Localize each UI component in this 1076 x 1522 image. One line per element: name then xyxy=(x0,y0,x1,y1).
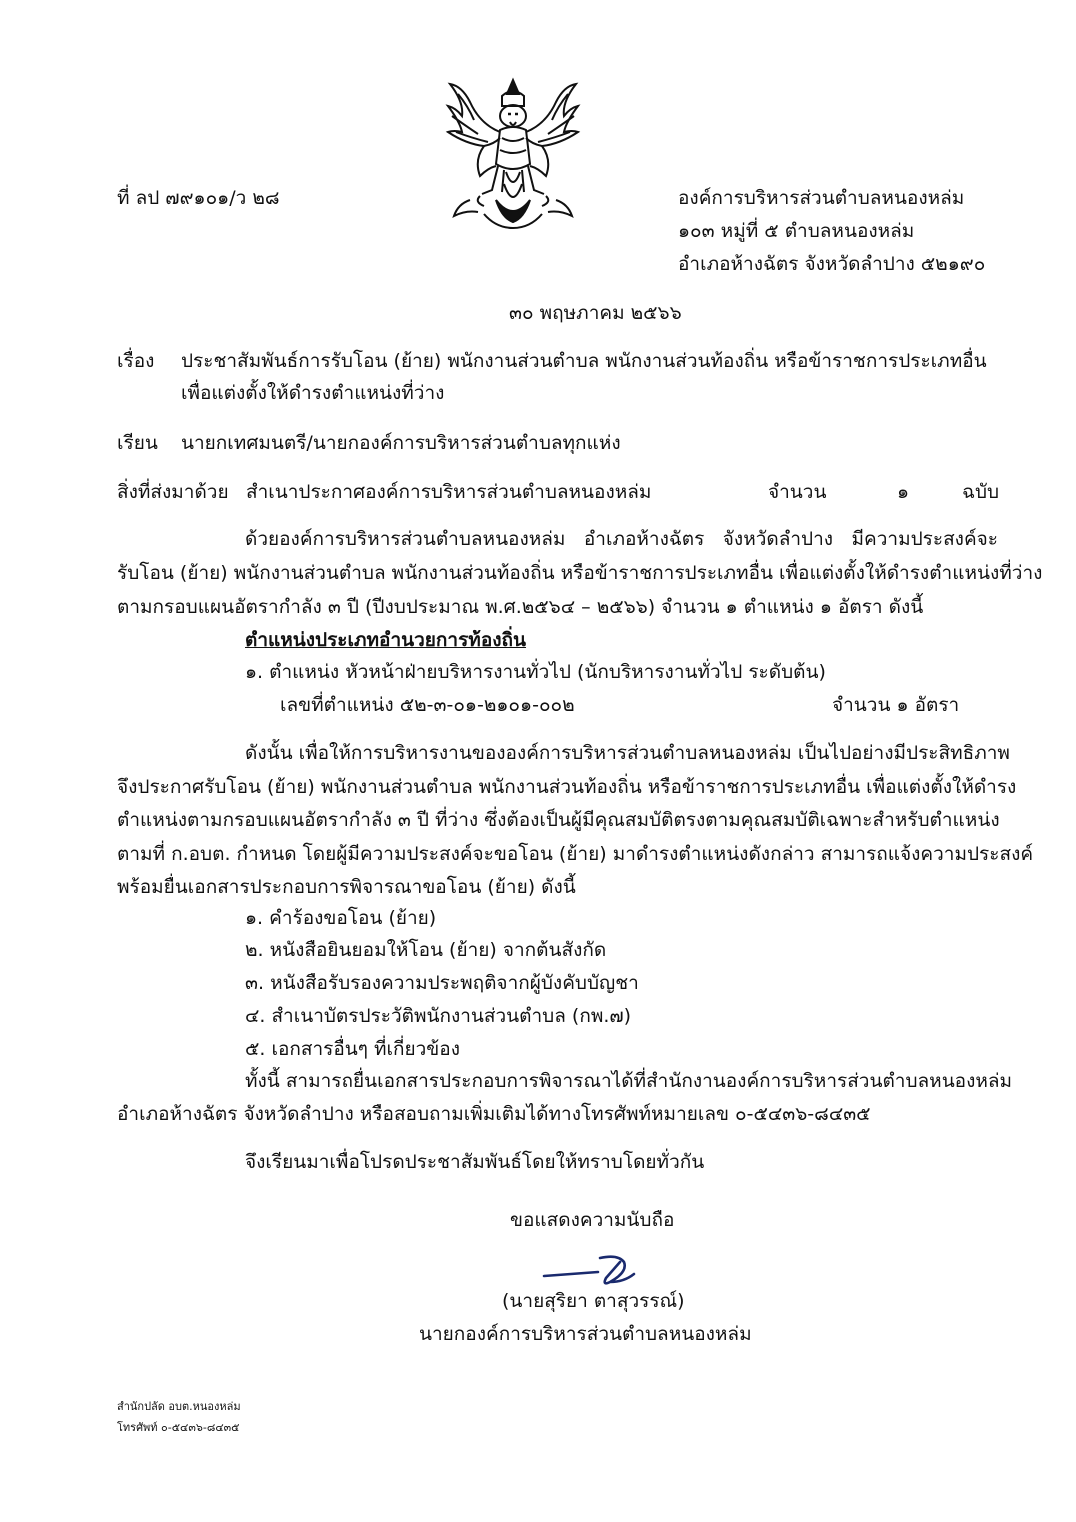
signer-name: (นายสุริยา ตาสุวรรณ์) xyxy=(502,1290,685,1312)
footer-office: สำนักปลัด อบต.หนองหล่ม xyxy=(117,1400,241,1413)
para1-line-1: ด้วยองค์การบริหารส่วนตำบลหนองหล่ม อำเภอห้างฉัตร จังหวัดลำปาง มีความประสงค์จะ xyxy=(245,528,998,550)
footer-phone: โทรศัพท์ ๐-๕๔๓๖-๘๔๓๕ xyxy=(117,1421,240,1434)
closing: ขอแสดงความนับถือ xyxy=(510,1209,675,1231)
para1-line-2: รับโอน (ย้าย) พนักงานส่วนตำบล พนักงานส่วนท้องถิ่น หรือข้าราชการประเภทอื่น เพื่อแต่งตั้งให้ดำรงตำแหน่งที่ว่าง xyxy=(117,562,1043,584)
list-item: ๓. หนังสือรับรองความประพฤติจากผู้บังคับบัญชา xyxy=(245,972,639,994)
recipient-label: เรียน xyxy=(117,432,158,454)
subject-line-2: เพื่อแต่งตั้งให้ดำรงตำแหน่งที่ว่าง xyxy=(181,382,445,404)
closing-request: จึงเรียนมาเพื่อโปรดประชาสัมพันธ์โดยให้ทราบโดยทั่วกัน xyxy=(245,1151,705,1173)
position-heading: ตำแหน่งประเภทอำนวยการท้องถิ่น xyxy=(245,629,527,651)
signer-title: นายกองค์การบริหารส่วนตำบลหนองหล่ม xyxy=(419,1323,752,1345)
subject-line-1: ประชาสัมพันธ์การรับโอน (ย้าย) พนักงานส่วนตำบล พนักงานส่วนท้องถิ่น หรือข้าราชการประเภทอื่น xyxy=(181,350,987,372)
para1-line-3: ตามกรอบแผนอัตรากำลัง ๓ ปี (ปีงบประมาณ พ.ศ.๒๕๖๔ – ๒๕๖๖) จำนวน ๑ ตำแหน่ง ๑ อัตรา ดังนี้ xyxy=(117,596,924,618)
list-item: ๑. คำร้องขอโอน (ย้าย) xyxy=(245,907,437,929)
attachment-count-label: จำนวน xyxy=(768,481,827,503)
position-count: จำนวน ๑ อัตรา xyxy=(832,694,960,716)
garuda-emblem-icon xyxy=(444,72,582,232)
list-item: ๒. หนังสือยินยอมให้โอน (ย้าย) จากต้นสังกัด xyxy=(245,939,607,961)
attachment-count: ๑ xyxy=(897,481,910,503)
list-item: ๕. เอกสารอื่นๆ ที่เกี่ยวข้อง xyxy=(245,1038,460,1060)
para2-line-4: ตามที่ ก.อบต. กำหนด โดยผู้มีความประสงค์จะขอโอน (ย้าย) มาดำรงตำแหน่งดังกล่าว สามารถแจ้งความประสงค์ xyxy=(117,843,1034,865)
position-line-1: ๑. ตำแหน่ง หัวหน้าฝ่ายบริหารงานทั่วไป (นักบริหารงานทั่วไป ระดับต้น) xyxy=(245,661,826,683)
document-number: ที่ ลป ๗๙๑๐๑/ว ๒๘ xyxy=(117,187,280,209)
para2-line-2: จึงประกาศรับโอน (ย้าย) พนักงานส่วนตำบล พนักงานส่วนท้องถิ่น หรือข้าราชการประเภทอื่น เพื่อแต่งตั้งให้ดำรง xyxy=(117,776,1017,798)
letter-date: ๓๐ พฤษภาคม ๒๕๖๖ xyxy=(509,302,682,324)
para3-line-1: ทั้งนี้ สามารถยื่นเอกสารประกอบการพิจารณาได้ที่สำนักงานองค์การบริหารส่วนตำบลหนองหล่ม xyxy=(245,1070,1013,1092)
para2-line-5: พร้อมยื่นเอกสารประกอบการพิจารณาขอโอน (ย้าย) ดังนี้ xyxy=(117,876,576,898)
list-item: ๔. สำเนาบัตรประวัติพนักงานส่วนตำบล (กพ.๗) xyxy=(245,1005,632,1027)
org-address-line-1: องค์การบริหารส่วนตำบลหนองหล่ม xyxy=(678,187,965,209)
attachment-unit: ฉบับ xyxy=(962,481,1000,503)
org-address-line-3: อำเภอห้างฉัตร จังหวัดลำปาง ๕๒๑๙๐ xyxy=(678,253,986,275)
signature-icon xyxy=(540,1252,640,1292)
para2-line-1: ดังนั้น เพื่อให้การบริหารงานขององค์การบริหารส่วนตำบลหนองหล่ม เป็นไปอย่างมีประสิทธิภาพ xyxy=(245,742,1010,764)
attachment-label: สิ่งที่ส่งมาด้วย xyxy=(117,481,229,503)
para2-line-3: ตำแหน่งตามกรอบแผนอัตรากำลัง ๓ ปี ที่ว่าง ซึ่งต้องเป็นผู้มีคุณสมบัติตรงตามคุณสมบัติเฉพาะสำหรับตำแหน่ง xyxy=(117,809,1000,831)
position-number: เลขที่ตำแหน่ง ๕๒-๓-๐๑-๒๑๐๑-๐๐๒ xyxy=(280,694,575,716)
para3-line-2: อำเภอห้างฉัตร จังหวัดลำปาง หรือสอบถามเพิ่มเติมได้ทางโทรศัพท์หมายเลข ๐-๕๔๓๖-๘๔๓๕ xyxy=(117,1103,871,1125)
org-address-line-2: ๑๐๓ หมู่ที่ ๕ ตำบลหนองหล่ม xyxy=(678,220,915,242)
recipient-text: นายกเทศมนตรี/นายกองค์การบริหารส่วนตำบลทุกแห่ง xyxy=(181,432,621,454)
subject-label: เรื่อง xyxy=(117,350,155,372)
attachment-text: สำเนาประกาศองค์การบริหารส่วนตำบลหนองหล่ม xyxy=(246,481,652,503)
